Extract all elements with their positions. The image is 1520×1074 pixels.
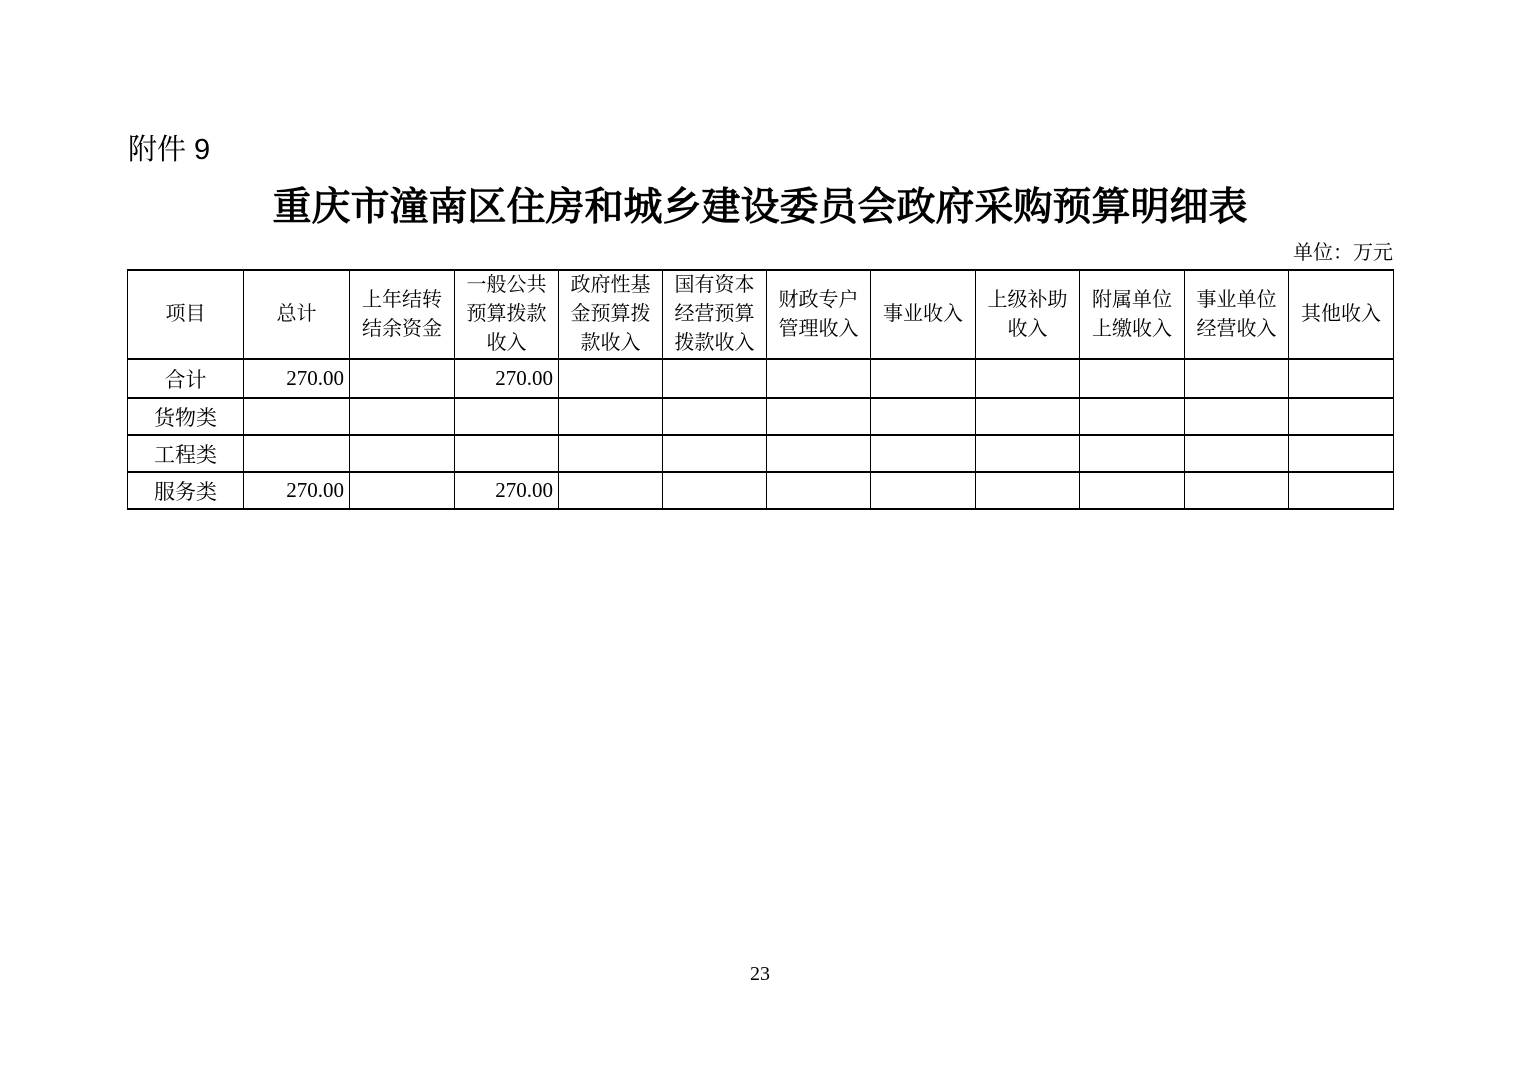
- table-cell: [350, 472, 455, 509]
- row-label: 服务类: [128, 472, 244, 509]
- table-cell: [244, 398, 350, 435]
- table-cell: [1185, 435, 1289, 472]
- table-cell: [976, 435, 1080, 472]
- table-cell: [767, 472, 871, 509]
- table-cell: [1289, 359, 1394, 398]
- table-cell: [350, 359, 455, 398]
- table-cell: [871, 398, 976, 435]
- attachment-label: 附件 9: [128, 134, 211, 166]
- column-header-project: 项目: [128, 270, 244, 359]
- unit-note: 单位：万元: [1293, 242, 1393, 264]
- table-cell: [976, 398, 1080, 435]
- table-cell: [1080, 472, 1185, 509]
- table-cell: [1289, 472, 1394, 509]
- row-label: 工程类: [128, 435, 244, 472]
- table-cell: [871, 435, 976, 472]
- row-label: 货物类: [128, 398, 244, 435]
- column-header-institution-business: 事业单位经营收入: [1185, 270, 1289, 359]
- column-header-other-income: 其他收入: [1289, 270, 1394, 359]
- table-cell: [871, 359, 976, 398]
- table-cell: [455, 435, 559, 472]
- table-cell: [663, 472, 767, 509]
- table-cell: 270.00: [244, 359, 350, 398]
- column-header-state-capital-budget: 国有资本经营预算拨款收入: [663, 270, 767, 359]
- table-cell: [1185, 398, 1289, 435]
- column-header-subordinate-remittance: 附属单位上缴收入: [1080, 270, 1185, 359]
- header-row: [128, 270, 1394, 359]
- page-number: 23: [750, 963, 770, 985]
- column-header-operational-income: 事业收入: [871, 270, 976, 359]
- table-cell: [976, 359, 1080, 398]
- table-cell: [1289, 435, 1394, 472]
- column-header-superior-subsidy: 上级补助收入: [976, 270, 1080, 359]
- table-cell: [559, 435, 663, 472]
- table-cell: [350, 398, 455, 435]
- table-cell: [1185, 359, 1289, 398]
- table-row-services: [128, 472, 1394, 509]
- table-row-engineering: [128, 435, 1394, 472]
- table-cell: [767, 359, 871, 398]
- table-cell: 270.00: [244, 472, 350, 509]
- table-cell: [559, 398, 663, 435]
- table-cell: 270.00: [455, 472, 559, 509]
- table-cell: [663, 398, 767, 435]
- table-cell: [767, 398, 871, 435]
- column-header-general-public-budget: 一般公共预算拨款收入: [455, 270, 559, 359]
- table-cell: [1080, 398, 1185, 435]
- page-title: 重庆市潼南区住房和城乡建设委员会政府采购预算明细表: [272, 186, 1248, 229]
- table-cell: [559, 472, 663, 509]
- table-cell: [1080, 359, 1185, 398]
- budget-table: [127, 269, 1394, 510]
- table-row-goods: [128, 398, 1394, 435]
- row-label: 合计: [128, 359, 244, 398]
- column-header-total: 总计: [244, 270, 350, 359]
- table-cell: [1185, 472, 1289, 509]
- table-cell: [871, 472, 976, 509]
- table-cell: [976, 472, 1080, 509]
- column-header-fiscal-account: 财政专户管理收入: [767, 270, 871, 359]
- table-cell: 270.00: [455, 359, 559, 398]
- table-cell: [663, 435, 767, 472]
- table-row-total: [128, 359, 1394, 398]
- table-cell: [1080, 435, 1185, 472]
- table-cell: [1289, 398, 1394, 435]
- column-header-govt-fund-budget: 政府性基金预算拨款收入: [559, 270, 663, 359]
- table-cell: [350, 435, 455, 472]
- table-cell: [244, 435, 350, 472]
- table-cell: [559, 359, 663, 398]
- column-header-carryover-funds: 上年结转结余资金: [350, 270, 455, 359]
- table-cell: [663, 359, 767, 398]
- table-cell: [767, 435, 871, 472]
- table-cell: [455, 398, 559, 435]
